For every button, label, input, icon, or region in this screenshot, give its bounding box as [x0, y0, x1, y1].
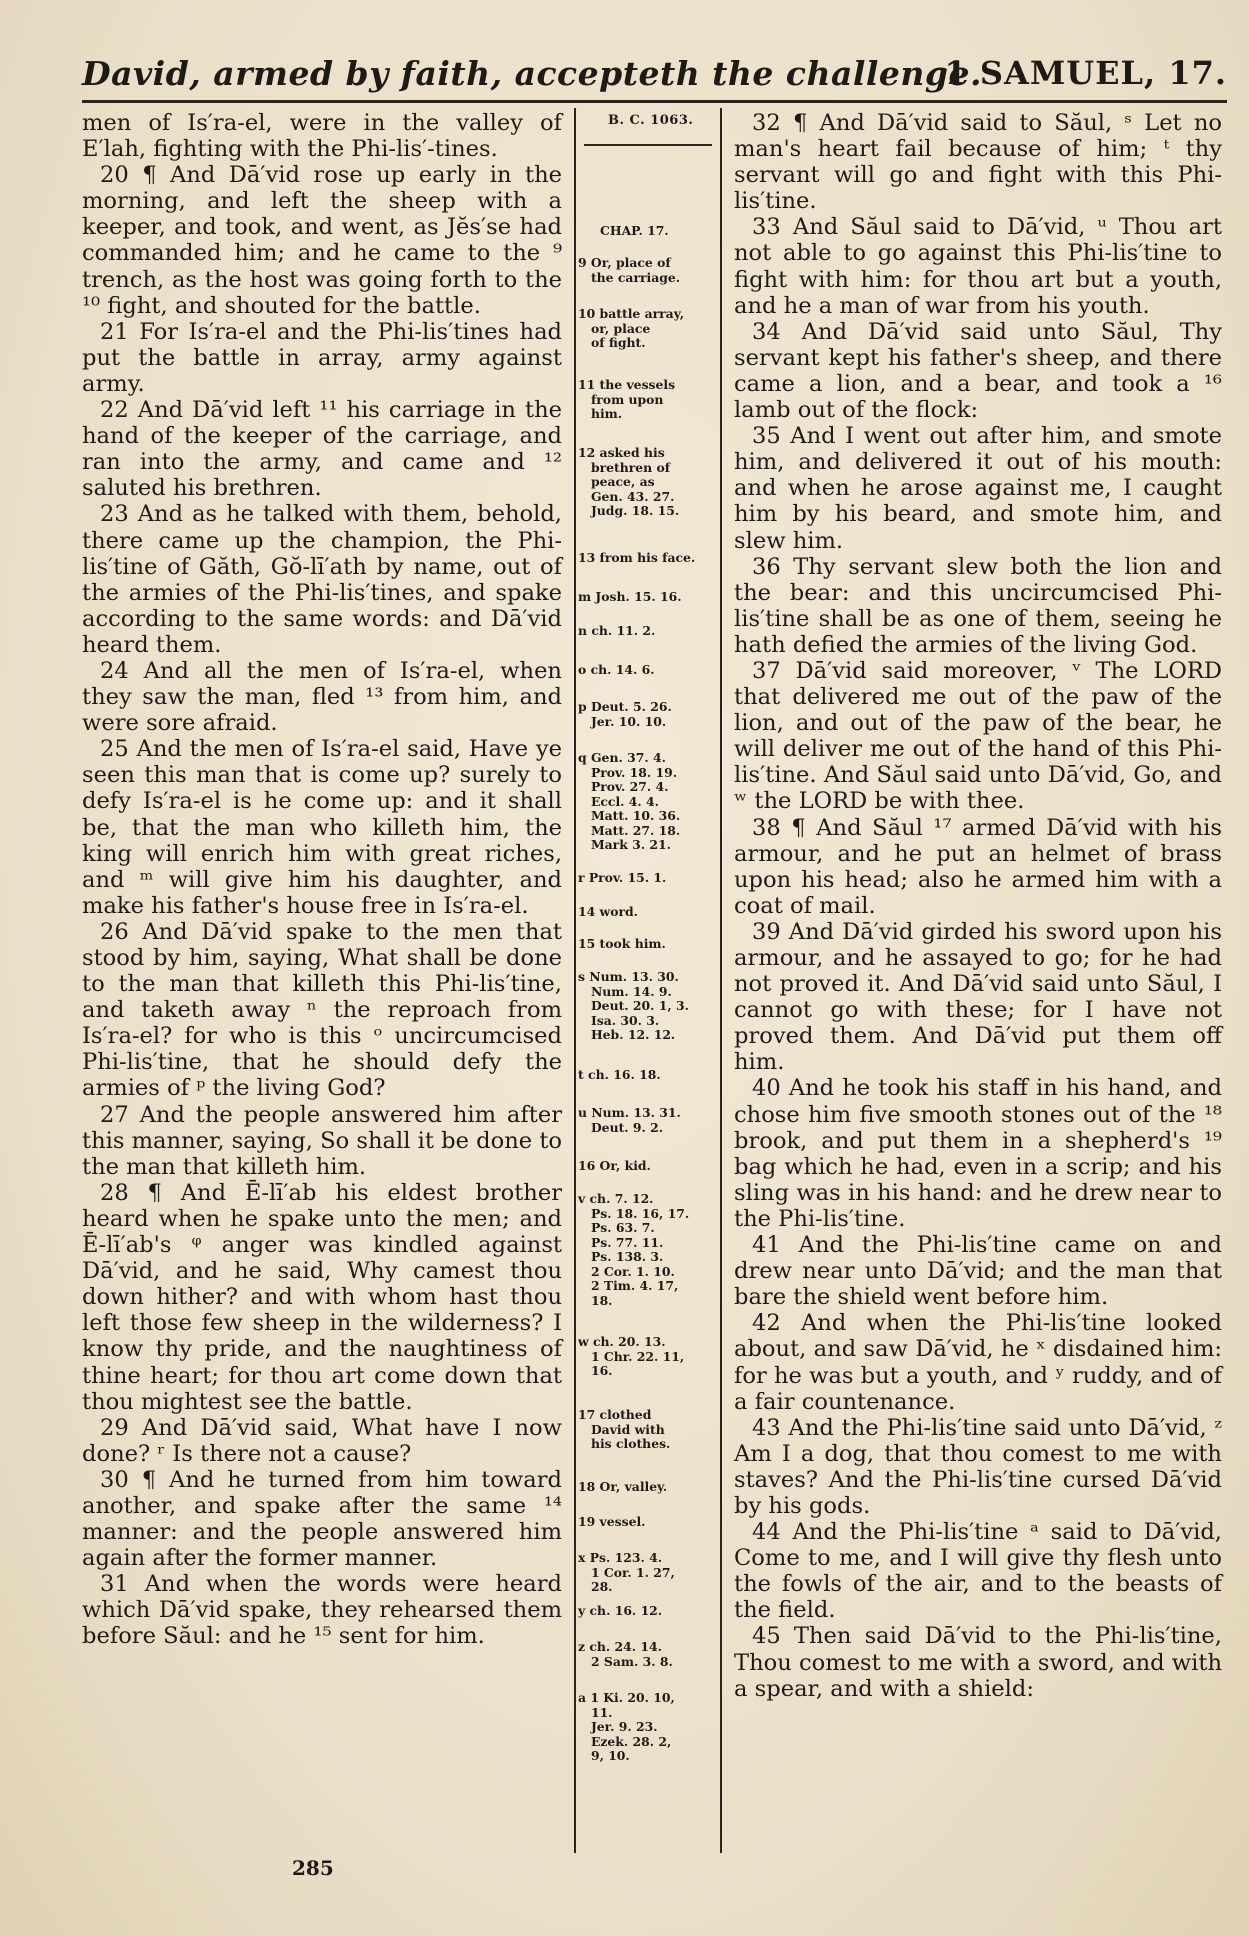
- margin-note: 11 the vessels from upon him.: [578, 377, 676, 421]
- verse: 22 And Dā′vid left ¹¹ his carriage in the hand of the keeper of the carriage, and ran into the army, and came and ¹² saluted his brethren.: [82, 397, 562, 502]
- verse: 42 And when the Phi-lis′tine looked about, and saw Dā′vid, he ˣ disdained him: for he was but a youth, and ʸ ruddy, and of a fair countenance.: [734, 1310, 1222, 1415]
- verse: 40 And he took his staff in his hand, and chose him five smooth stones out of the ¹⁸ brook, and put them in a shepherd's ¹⁹ bag which he had, even in a scrip; and his sling was in his hand: and he drew near to the Phi-lis′tine.: [734, 1075, 1222, 1232]
- verse: 34 And Dā′vid said unto Săul, Thy servant kept his father's sheep, and there came a lion, and a bear, and took a ¹⁶ lamb out of the flock:: [734, 318, 1222, 424]
- verse: 23 And as he talked with them, behold, there came up the champion, the Phi-lis′tine of Găth, Gŏ-lī′ath by name, out of the armies of the Phi-lis′tines, and spake according to the same words: and Dā′vid heard them.: [82, 501, 562, 658]
- verse: 32 ¶ And Dā′vid said to Săul, ˢ Let no man's heart fail because of him; ᵗ thy servant will go and fight with this Phi-lis′tine.: [734, 110, 1222, 215]
- verse: 21 For Is′ra-el and the Phi-lis′tines had put the battle in array, army against army.: [82, 318, 562, 397]
- verse: 44 And the Phi-lis′tine ᵃ said to Dā′vid, Come to me, and I will give thy flesh unto the fowls of the air, and to the beasts of the field.: [734, 1519, 1222, 1624]
- verse: 41 And the Phi-lis′tine came on and drew near unto Dā′vid; and the man that bare the shield went before him.: [734, 1232, 1222, 1311]
- verse: 30 ¶ And he turned from him toward another, and spake after the same ¹⁴ manner: and the people answered him again after the former manner.: [82, 1466, 562, 1572]
- margin-note: 17 clothed David with his clothes.: [578, 1407, 671, 1451]
- margin-note: q Gen. 37. 4. Prov. 18. 19. Prov. 27. 4. Eccl. 4. 4. Matt. 10. 36. Matt. 27. 18. Mark 3. 21.: [578, 750, 681, 852]
- verse: 27 And the people answered him after this manner, saying, So shall it be done to the man that killeth him.: [82, 1101, 562, 1180]
- verse: 20 ¶ And Dā′vid rose up early in the morning, and left the sheep with a keeper, and took, and went, as Jĕs′se had commanded him; and he came to the ⁹ trench, as the host was going forth to the ¹⁰ fight, and shouted for the battle.: [82, 162, 562, 319]
- margin-note: x Ps. 123. 4. 1 Cor. 1. 27, 28.: [578, 1550, 675, 1594]
- margin-note: m Josh. 15. 16.: [578, 589, 682, 604]
- page-header: [82, 48, 1227, 103]
- verse: 25 And the men of Is′ra-el said, Have ye seen this man that is come up? surely to defy Is′ra-el is he come up: and it shall be, that the man who killeth him, the king will enrich him with great riches, and ᵐ will give him his daughter, and make his father's house free in Is′ra-el.: [82, 736, 562, 919]
- chapter-label: CHAP. 17.: [600, 223, 669, 238]
- left-text-column: [82, 110, 562, 1650]
- verse: 39 And Dā′vid girded his sword upon his armour, and he assayed to go; for he had not proved it. And Dā′vid said unto Săul, I cannot go with these; for I have not proved them. And Dā′vid put them off him.: [734, 918, 1222, 1076]
- column-divider-right: [720, 108, 722, 1853]
- verse: 36 Thy servant slew both the lion and the bear: and this uncircumcised Phi-lis′tine shall be as one of them, seeing he hath defied the armies of the living God.: [734, 553, 1222, 658]
- verse: 43 And the Phi-lis′tine said unto Dā′vid, ᶻ Am I a dog, that thou comest to me with staves? And the Phi-lis′tine cursed Dā′vid by his gods.: [734, 1414, 1222, 1519]
- margin-note: p Deut. 5. 26. Jer. 10. 10.: [578, 699, 672, 729]
- verse: 31 And when the words were heard which Dā′vid spake, they rehearsed them before Săul: and he ¹⁵ sent for him.: [82, 1571, 562, 1650]
- margin-note: 10 battle array, or, place of fight.: [578, 306, 685, 350]
- column-divider-left: [574, 108, 576, 1853]
- verse: 38 ¶ And Săul ¹⁷ armed Dā′vid with his armour, and he put an helmet of brass upon his head; also he armed him with a coat of mail.: [734, 814, 1222, 919]
- margin-note: 12 asked his brethren of peace, as Gen. 43. 27. Judg. 18. 15.: [578, 445, 680, 518]
- margin-note: 16 Or, kid.: [578, 1158, 651, 1173]
- verse: 28 ¶ And Ē-lī′ab his eldest brother heard when he spake unto the men; and Ē-lī′ab's ᵠ anger was kindled against Dā′vid, and he said, Why camest thou down hither? and with whom hast thou left those few sheep in the wilderness? I know thy pride, and the naughtiness of thine heart; for thou art come down that thou mightest see the battle.: [82, 1179, 562, 1415]
- margin-note: r Prov. 15. 1.: [578, 870, 667, 885]
- verse: 33 And Săul said to Dā′vid, ᵘ Thou art not able to go against this Phi-lis′tine to fight with him: for thou art but a youth, and he a man of war from his youth.: [734, 214, 1222, 319]
- date-note: B. C. 1063.: [608, 113, 694, 128]
- margin-note: 14 word.: [578, 904, 638, 919]
- running-title: David, armed by faith, accepteth the challenge.: [82, 54, 982, 93]
- margin-note: 18 Or, valley.: [578, 1479, 668, 1494]
- margin-note: z ch. 24. 14. 2 Sam. 3. 8.: [578, 1639, 673, 1669]
- date-rule: [584, 144, 712, 146]
- margin-note: s Num. 13. 30. Num. 14. 9. Deut. 20. 1, 3. Isa. 30. 3. Heb. 12. 12.: [578, 969, 689, 1042]
- verse: 45 Then said Dā′vid to the Phi-lis′tine, Thou comest to me with a sword, and with a spear, and with a shield:: [734, 1623, 1222, 1702]
- verse: 24 And all the men of Is′ra-el, when they saw the man, fled ¹³ from him, and were sore afraid.: [82, 657, 562, 737]
- margin-note: 9 Or, place of the carriage.: [578, 255, 681, 285]
- book-chapter: 1 SAMUEL, 17.: [944, 54, 1227, 92]
- page-number: 285: [292, 1856, 334, 1880]
- margin-note: a 1 Ki. 20. 10, 11. Jer. 9. 23. Ezek. 28. 2, 9, 10.: [578, 1690, 675, 1763]
- verse: 37 Dā′vid said moreover, ᵛ The LORD that delivered me out of the paw of the lion, and out of the paw of the bear, he will deliver me out of the hand of this Phi-lis′tine. And Săul said unto Dā′vid, Go, and ʷ the LORD be with thee.: [734, 657, 1222, 815]
- margin-note: t ch. 16. 18.: [578, 1067, 661, 1082]
- verse: men of Is′ra-el, were in the valley of E′lah, fighting with the Phi-lis′-tines.: [82, 110, 562, 163]
- margin-note: v ch. 7. 12. Ps. 18. 16, 17. Ps. 63. 7. Ps. 77. 11. Ps. 138. 3. 2 Cor. 1. 10. 2 Tim. 4. 17, 18.: [578, 1191, 690, 1308]
- margin-note: n ch. 11. 2.: [578, 623, 656, 638]
- right-text-column: [734, 110, 1222, 1702]
- margin-note: w ch. 20. 13. 1 Chr. 22. 11, 16.: [578, 1334, 685, 1378]
- verse: 35 And I went out after him, and smote him, and delivered it out of his mouth: and when he arose against me, I caught him by his beard, and smote him, and slew him.: [734, 423, 1222, 554]
- margin-note: 15 took him.: [578, 936, 666, 951]
- margin-note: o ch. 14. 6.: [578, 662, 655, 677]
- margin-note: y ch. 16. 12.: [578, 1603, 663, 1618]
- margin-note: u Num. 13. 31. Deut. 9. 2.: [578, 1105, 681, 1135]
- margin-note: 13 from his face.: [578, 550, 696, 565]
- verse: 26 And Dā′vid spake to the men that stood by him, saying, What shall be done to the man that killeth this Phi-lis′tine, and taketh away ⁿ the reproach from Is′ra-el? for who is this ᵒ uncircumcised Phi-lis′tine, that he should defy the armies of ᵖ the living God?: [82, 918, 562, 1102]
- margin-note: 19 vessel.: [578, 1514, 646, 1529]
- verse: 29 And Dā′vid said, What have I now done? ʳ Is there not a cause?: [82, 1414, 562, 1467]
